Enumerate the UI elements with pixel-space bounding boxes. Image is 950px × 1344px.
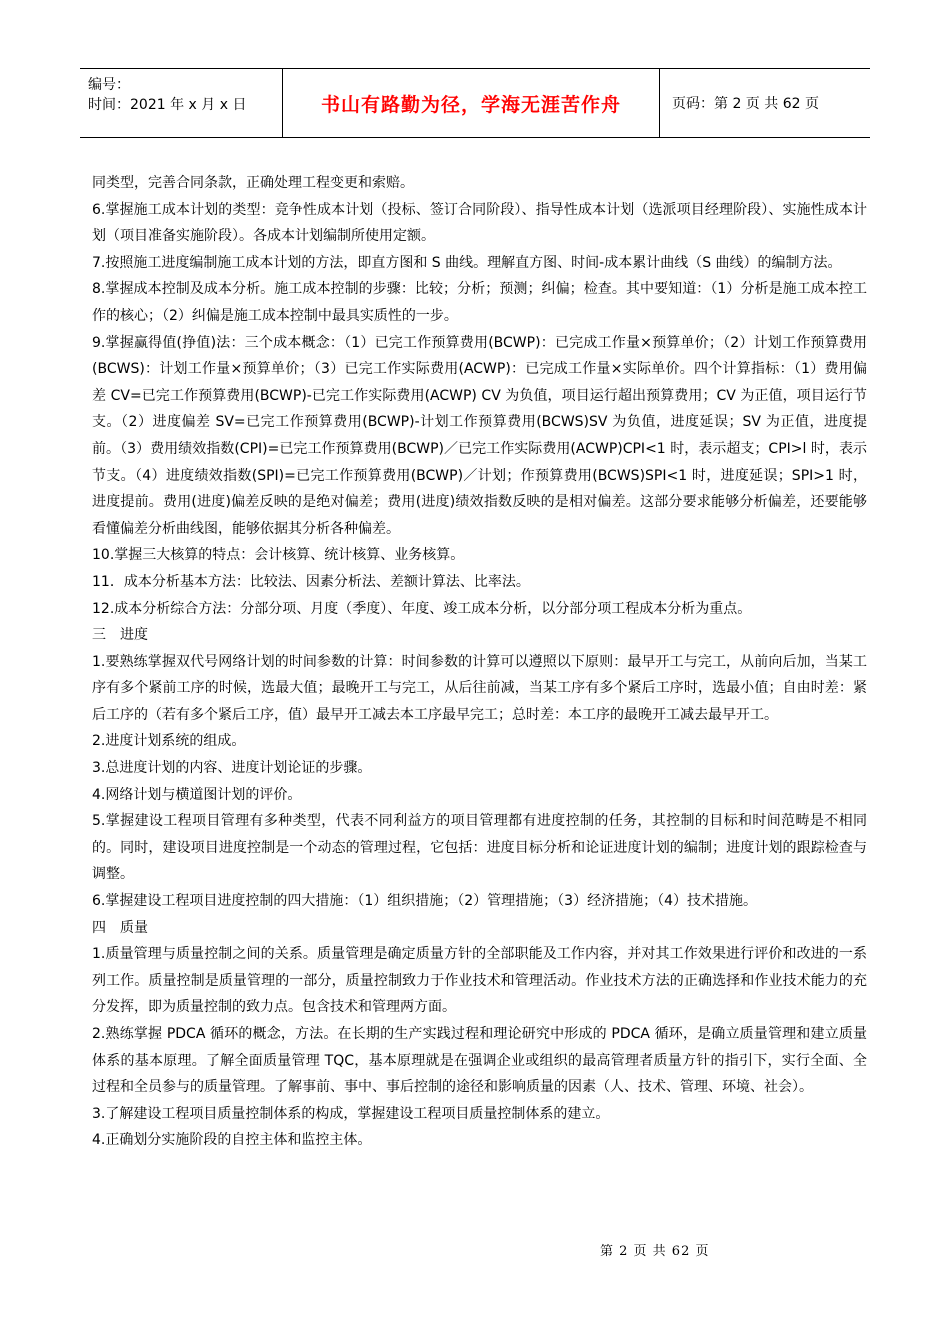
header-meta [80, 69, 283, 137]
paragraph: 7.按照施工进度编制施工成本计划的方法，即直方图和 S 曲线。理解直方图、时间-成本累计曲线（S 曲线）的编制方法。 [92, 254, 842, 271]
section-heading-progress: 三 进度 [92, 627, 148, 644]
paragraph: 10.掌握三大核算的特点：会计核算、统计核算、业务核算。 [92, 547, 465, 564]
header-motto: 书山有路勤为径，学海无涯苦作舟 [283, 69, 660, 137]
paragraph: 4.正确划分实施阶段的自控主体和监控主体。 [92, 1132, 372, 1149]
paragraph: 3.总进度计划的内容、进度计划论证的步骤。 [92, 760, 372, 777]
paragraph: 2.进度计划系统的组成。 [92, 733, 246, 750]
paragraph: 11．成本分析基本方法：比较法、因素分析法、差额计算法、比率法。 [92, 573, 530, 590]
paragraph: 2.熟练掌握 PDCA 循环的概念，方法。在长期的生产实践过程和理论研究中形成的 PDCA 循环，是确立质量管理和建立质量体系的基本原理。了解全面质量管理 TQC，基本原理就是在强调企业或组织的最高管理者质量方针的指引下，实行全面、全过程和全员参与的质量管理。了解事前、事中、事后控制的途径和影响质量的因素（人、技术、管理、环境、社会）。 [92, 1026, 867, 1096]
paragraph: 6.掌握建设工程项目进度控制的四大措施：（1）组织措施；（2）管理措施；（3）经济措施；（4）技术措施。 [92, 893, 757, 910]
paragraph: 1.要熟练掌握双代号网络计划的时间参数的计算：时间参数的计算可以遵照以下原则：最早开工与完工，从前向后加，当某工序有多个紧前工序的时候，选最大值；最晚开工与完工，从后往前减，当某工序有多个紧后工序时，选最小值；自由时差：紧后工序的（若有多个紧后工序，值）最早开工减去本工序最早完工；总时差：本工序的最晚开工减去最早开工。 [92, 653, 867, 723]
body-text [92, 170, 867, 1154]
paragraph: 12.成本分析综合方法：分部分项、月度（季度）、年度、竣工成本分析，以分部分项工程成本分析为重点。 [92, 600, 752, 617]
paragraph: 8.掌握成本控制及成本分析。施工成本控制的步骤：比较；分析；预测；纠偏；检查。其中要知道：（1）分析是施工成本控工作的核心；（2）纠偏是施工成本控制中最具实质性的一步。 [92, 281, 867, 324]
header-table [80, 68, 870, 138]
paragraph: 4.网络计划与横道图计划的评价。 [92, 786, 302, 803]
page-footer: 第 2 页 共 62 页 [600, 1244, 710, 1259]
paragraph: 1.质量管理与质量控制之间的关系。质量管理是确定质量方针的全部职能及工作内容，并对其工作效果进行评价和改进的一系列工作。质量控制是质量管理的一部分，质量控制致力于作业技术和管理活动。作业技术方法的正确选择和作业技术能力的充分发挥，即为质量控制的致力点。包含技术和管理两方面。 [92, 946, 867, 1016]
paragraph: 5.掌握建设工程项目管理有多种类型，代表不同利益方的项目管理都有进度控制的任务，其控制的目标和时间范畴是不相同的。同时，建设项目进度控制是一个动态的管理过程，它包括：进度目标分析和论证进度计划的编制；进度计划的跟踪检查与调整。 [92, 813, 867, 883]
header-page-info: 页码：第 2 页 共 62 页 [672, 96, 819, 112]
paragraph: 9.掌握赢得值(挣值)法：三个成本概念：（1）已完工作预算费用(BCWP)：已完成工作量×预算单价；（2）计划工作预算费用(BCWS)：计划工作量×预算单价；（3）已完工作实际费用(ACWP)：已完成工作量×实际单价。四个计算指标：（1）费用偏差 CV=已完工作预算费用(BCWP)-已完工作实际费用(ACWP) CV 为负值，项目运行超出预算费用；CV 为正值，项目运行节支。（2）进度偏差 SV=已完工作预算费用(BCWP)-计划工作预算费用(BCWS)SV 为负值，进度延误；SV 为正值，进度提前。（3）费用绩效指数(CPI)=已完工作预算费用(BCWP)／已完工作实际费用(ACWP)CPI<1 时，表示超支；CPI>l 时，表示节支。（4）进度绩效指数(SPI)=已完工作预算费用(BCWP)／计划；作预算费用(BCWS)SPI<1 时，进度延误；SPI>1 时，进度提前。费用(进度)偏差反映的是绝对偏差；费用(进度)绩效指数反映的是相对偏差。这部分要求能够分析偏差，还要能够看懂偏差分析曲线图，能够依据其分析各种偏差。 [92, 334, 867, 537]
paragraph: 同类型，完善合同条款，正确处理工程变更和索赔。 [92, 175, 414, 191]
date-label: 时间：2021 年 x 月 x 日 [88, 97, 247, 113]
paragraph: 3.了解建设工程项目质量控制体系的构成，掌握建设工程项目质量控制体系的建立。 [92, 1105, 610, 1122]
section-heading-quality: 四 质量 [92, 919, 148, 936]
number-label: 编号： [88, 77, 130, 93]
paragraph: 6.掌握施工成本计划的类型：竞争性成本计划（投标、签订合同阶段）、指导性成本计划（选派项目经理阶段）、实施性成本计划（项目准备实施阶段）。各成本计划编制所使用定额。 [92, 201, 867, 245]
